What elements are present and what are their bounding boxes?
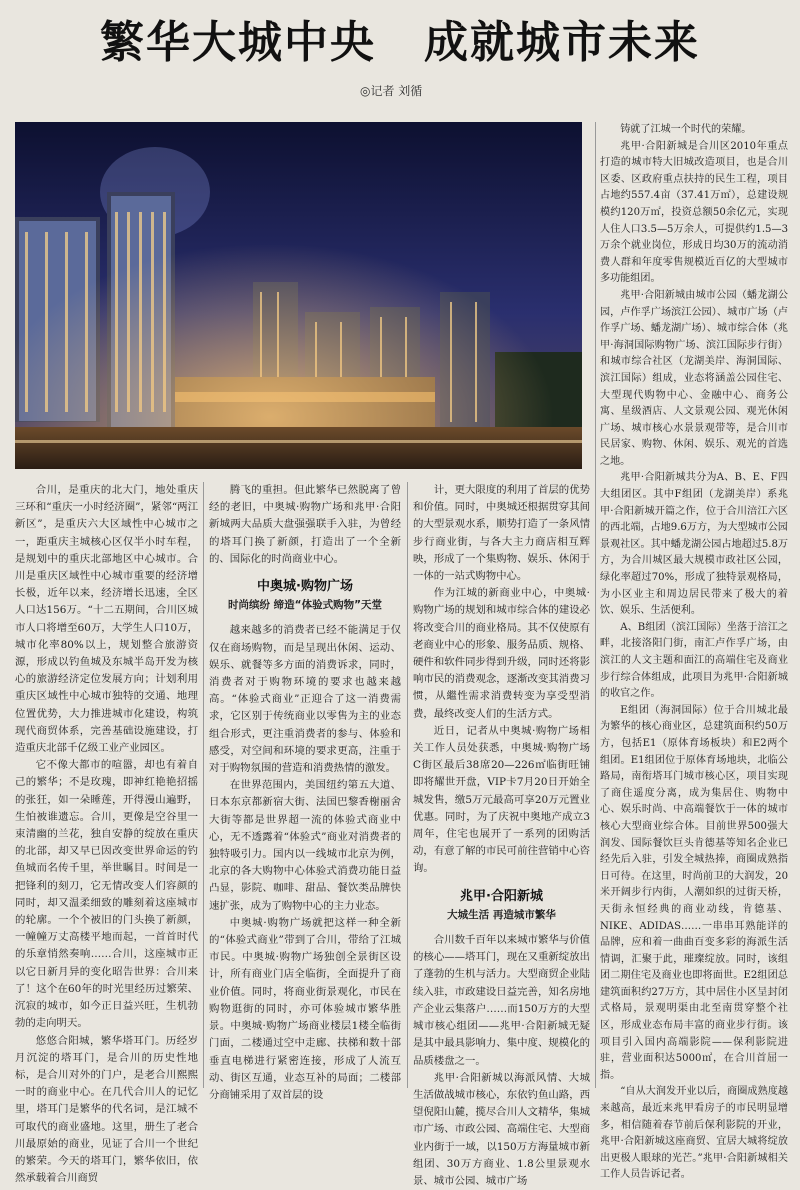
paragraph: 它不像大都市的喧嚣，却也有着自己的繁华；不是玫瑰，即神红艳艳招摇的张狂，如一朵睡莲，开得漫山遍野，生怕被谁遗忘。合川，更像是空谷里一束清幽的兰花，独自安静的绽放在重庆的北部，却又早已因改变世界命运的钓鱼城而名传千里，举世瞩目。时间是一把锋利的刻刀，它无情改变人们容颜的同时，却又温柔细致的雕刻着这座城市的轮廓。一个个被旧的门头换了新颜，一幢幢万丈高楼平地而起，一首首时代的乐章悄然奏响……合川，这座城市正以它日新月异的变化昭告世界：合川来了！这个在60年的时光里经历过繁荣、沉寂的城市，如今正日益兴旺，生机勃勃的走向明天。 <box>15 759 198 1030</box>
paragraph: E组团（海洞国际）位于合川城北最为繁华的核心商业区，总建筑面积约50万方，包括E1（原体育场板块）和E2两个组团。E1组团位于原体育场地块，北临公路局，南衔塔耳门城市核心区，项目实现了商住遥度分离，成为集居住、购物中心、娱乐时尚、中高端餐饮于一体的城市核心大型商业综合体。目前世界500强大润发、国际餐饮巨头肯德基等知名企业已经先后入驻，引发全城热捧，商圈成熟指日可待。在这里，时尚前卫的大润发，20米开阔步行内街，人潮如织的过街天桥，天街永恒经典的商业动线，肯德基、NIKE、ADIDAS……一串串耳熟能详的品牌，应和着一曲曲百变多彩的海派生活情调，汇聚于此，璀璨绽放。同时，该组团二期住宅及商业也即将面世。E2组团总建筑面积约27万方，其中居住小区呈封闭式格局，景观明渠由北至南贯穿整个社区，形成业态布局丰富的商业步行街。该项目引入国内高端影院——保利影院进驻，营业面积达5000㎡，在合川首屈一指。 <box>600 704 788 1081</box>
paragraph: A、B组团（滨江国际）坐落于涪江之畔，北接洛阳门街，南汇卢作孚广场，由滨江的人文主题和面江的高端住宅及商业步行综合体组成，此项目为兆甲·合阳新城的收官之作。 <box>600 621 788 700</box>
city-skyline-image <box>15 122 582 469</box>
paragraph: 兆甲·合阳新城以海派风情、大城生活做战城市核心，东依钓鱼山路，西望倪阳山麓，揽尽合川人文精华，集城市广场、市政公园、高端住宅、大型商业内街于一域，以150万方海量城市新组团、30万方商业、1.8公里景观水景、城市公园、城市广场 <box>413 1071 590 1187</box>
byline: ◎记者 刘循 <box>360 84 423 98</box>
paragraph: 腾飞的重担。但此繁华已然脱离了曾经的老旧，中奥城·购物广场和兆甲·合阳新城两大品质大盘强强联手入驻，为曾经的塔耳门换了新颜，打造出了一个全新的、国际化的时尚商业中心。 <box>209 484 401 565</box>
column-1 <box>15 482 198 1185</box>
paragraph: 越来越多的消费者已经不能满足于仅仅在商场购物，而是呈现出休闲、运动、娱乐、就餐等多方面的消费诉求，同时，消费者对于购物环境的要求也越来越高。“体验式商业”正迎合了这一消费需求，它区别于传统商业以零售为主的业态组合形式，更注重消费者的参与、体验和感受，对空间和环境的要求更高，注重于对于购物氛围的营造和消费热情的激发。 <box>209 624 401 775</box>
paragraph: 计，更大限度的利用了首层的优势和价值。同时，中奥城还根据贯穿其间的大型景观水系，顺势打造了一条风情步行商业街，与各大主力商店相互辉映，形成了一个集购物、娱乐、休闲于一体的一站式购物中心。 <box>413 484 590 583</box>
headline-part-1: 繁华大城中央 <box>100 17 376 68</box>
section-subtitle-zhongao: 时尚缤纷 缔造“体验式购物”天堂 <box>228 599 382 612</box>
paragraph: 悠悠合阳城，繁华塔耳门。历经岁月沉淀的塔耳门，是合川的历史性地标，是合川对外的门户，是老合川熙熙一时的商业中心。在几代合川人的记忆里，塔耳门是繁华的代名词，是江城不可取代的商业盛地。这里，册生了老合川最原始的商业，见证了合川一个世纪的繁荣。今天的塔耳门，繁华依旧，依然承载着合川商贸 <box>15 1034 198 1185</box>
paragraph: 作为江城的新商业中心，中奥城·购物广场的规划和城市综合体的建设必将改变合川的商业格局。其不仅使原有老商业中心的形象、服务品质、规格、硬件和软件同步得到升级，同时还将影响市民的消费观念，逐渐改变其消费习惯，从繼性需求消费转变为享受型消费，最终改变人们的生活方式。 <box>413 587 590 720</box>
column-3 <box>413 482 590 1187</box>
city-night-rendering <box>15 122 582 469</box>
paragraph: 中奥城·购物广场就把这样一种全新的“体验式商业”带到了合川，带给了江城市民。中奥城·购物广场独创全景街区设计，所有商业门店全临街，全面提升了商业价值。同时，将商业街景观化，市民在购物逛街的同时，亦可体验城市繁华胜景。中奥城·购物广场商业楼层1楼全临街门面，二楼通过空中走廊、扶梯和数十部垂直电梯进行紧密连接，形成了人流互动、街区互通，业态互补的局面；二楼部分商铺采用了双首层的设 <box>209 916 401 1101</box>
paragraph: 兆甲·合阳新城由城市公园（蟠龙湖公园，卢作孚广场滨江公园）、城市广场（卢作孚广场、蟠龙湖广场）、城市综合体（兆甲·海洞国际购物广场、滨江国际步行街）和城市综合社区（龙湖美岸、海洞国际、滨江国际）组成，业态将涵盖公园住宅、大型现代购物中心、金融中心、商务公寓、星级酒店、人文景观公园、观光休闲广场、城市核心水景景观带等，是合川市民居家、购物、休闲、娱乐、观光的首选之地。 <box>600 289 788 467</box>
column-divider <box>595 122 596 1088</box>
column-2 <box>209 482 401 1101</box>
paragraph: 兆甲·合阳新城是合川区2010年重点打造的城市特大旧城改造项目，也是合川区委、区政府重点扶持的民生工程，项目占地约557.4亩（37.41万㎡），总建设规模约120万㎡，投资总额50余亿元，实现人住人口3.5—5万余人，可提供约1.5—3万余个就业岗位，形成日均30万的流动消费人群和年度零售规模近百亿的大型城市多功能组团。 <box>600 140 788 285</box>
headline-part-2: 成就城市未来 <box>424 17 700 68</box>
paragraph: “自从大润发开业以后，商圈成熟度越来越高，最近来兆甲看房子的市民明显增多，相信随着春节前后保利影院的开业，兆甲·合阳新城这座商贸、宜居大城将绽放出更极人眼球的光芒。”兆甲·合阳新城相关工作人员告诉记者。 <box>600 1086 788 1181</box>
paragraph: 合川，是重庆的北大门，地处重庆三环和“重庆一小时经济圈”，紧邻“两江新区”，是重庆六大区域性中心城市之一，距重庆主城核心区仅半小时车程，是规划中的重庆北部地区中心城市。合川是重庆区域性中心城市重要的经济增长极，近年以来，经济增长迅速，全区人口达156万。“十二五期间，合川区城市人口将增至60万，大学生人口10万，城市化率80%以上，规划整合旅游资源，形成以钓鱼城及东城半岛开发为核心的旅游经济定位发展方向；计划利用重庆区域性中心城市独特的交通、地理位置优势，大力推进城市化建设，构筑现代商贸体系，完善基础设施建设，打造重庆北部千亿级工业产业园区。 <box>15 484 198 755</box>
section-title-zhongao: 中奥城·购物广场 <box>257 579 353 595</box>
paragraph: 在世界范围内，美国纽约第五大道、日本东京都新宿大街、法国巴黎香榭丽舍大街等都是世界超一流的体验式商业中心，无不透露着“体验式”商业对消费者的独特吸引力。国内以一线城市北京为例，北京的各大购物中心体验式消费功能日益凸显，影院、咖啡、甜品、餐饮类品牌快速扩张，成为了购物中心的主力业态。 <box>209 779 401 912</box>
column-4 <box>600 122 788 1181</box>
section-subtitle-zhaojia: 大城生活 再造城市繁华 <box>447 908 556 921</box>
column-divider <box>407 482 408 1088</box>
paragraph: 兆甲·合阳新城共分为A、B、E、F四大组团区。其中F组团（龙湖美岸）系兆甲·合阳新城开篇之作，位于合川涪江六区的西北端，占地9.6万方，为大型城市公园景观社区。其中蟠龙湖公园占地超过5.8万方，为合川城区最大规模市政社区公园，绿化率超过70%，形成了独特景观格局，为小区业主和周边居民带来了极大的着饮、娱乐、生活便利。 <box>600 472 788 617</box>
paragraph: 铸就了江城一个时代的荣耀。 <box>620 124 752 135</box>
paragraph: 合川数千百年以来城市繁华与价值的核心——塔耳门，现在又重新绽放出了蓬勃的生机与活力。大型商贸企业陆续入驻，市政建设日益完善，知名房地产企业云集落户……而150万方的大型城市核心组团——兆甲·合阳新城无疑是其中最具影响力、集中度、规模化的品质楼盘之一。 <box>413 934 590 1067</box>
headline <box>0 6 800 70</box>
column-divider <box>203 482 204 1088</box>
section-title-zhaojia: 兆甲·合阳新城 <box>460 888 543 904</box>
paragraph: 近日，记者从中奥城·购物广场相关工作人员处获悉，中奥城·购物广场C街区最后38席20—226㎡临街旺铺即将耀世开盘，VIP卡7月20日开始全城发售，缴5万元最高可享20万元置业优惠。同时，为了庆祝中奥地产成立3周年，住宅也展开了一系列的团购活动，有意了解的市民可前往营销中心咨询。 <box>413 724 590 875</box>
